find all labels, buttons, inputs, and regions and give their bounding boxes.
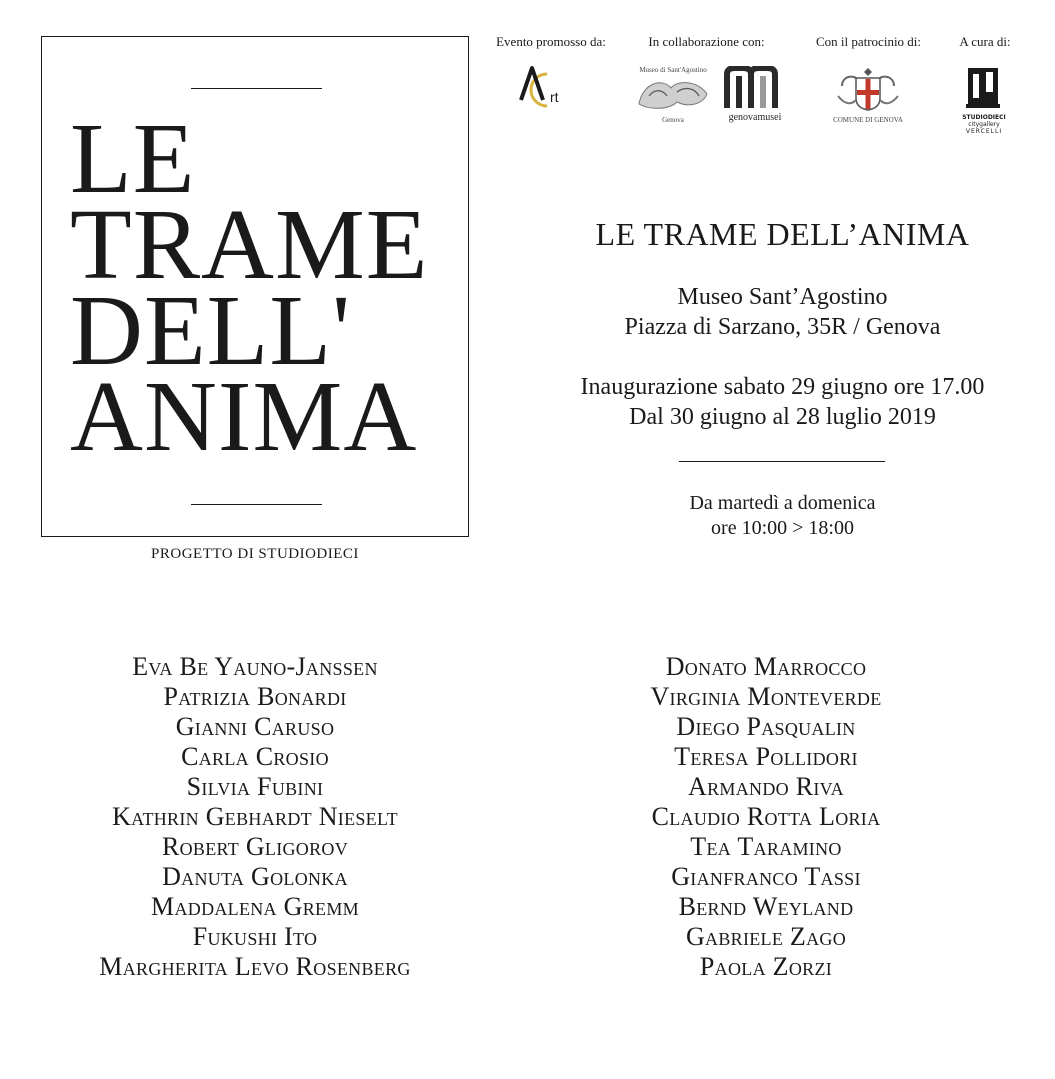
artist-name: Donato Marrocco bbox=[665, 652, 867, 681]
sponsor-heading: A cura di: bbox=[959, 34, 1011, 49]
poster-title bbox=[70, 102, 429, 472]
dates-block bbox=[540, 372, 1025, 432]
artist-name: Bernd Weyland bbox=[678, 892, 854, 921]
opening-days: Da martedì a domenica bbox=[689, 492, 876, 514]
poster-title-line: TRAME bbox=[70, 188, 429, 300]
studiodieci-logo-icon bbox=[962, 64, 1006, 138]
logo-caption: citygallery bbox=[968, 121, 1000, 128]
artist-name: Maddalena Gremm bbox=[151, 892, 359, 921]
genova-coat-of-arms-icon bbox=[828, 66, 908, 122]
museo-sant-agostino-logo-icon bbox=[633, 66, 713, 122]
artist-name: Patrizia Bonardi bbox=[163, 682, 347, 711]
venue-name: Museo Sant’Agostino bbox=[677, 284, 888, 310]
artist-name: Carla Crosio bbox=[181, 742, 329, 771]
artist-name: Virginia Monteverde bbox=[650, 682, 882, 711]
sponsor-patronage bbox=[806, 34, 931, 50]
logo-caption: genovamusei bbox=[728, 112, 782, 123]
artist-name: Diego Pasqualin bbox=[676, 712, 856, 741]
artist-name: Danuta Golonka bbox=[162, 862, 348, 891]
artist-list-left bbox=[40, 652, 470, 982]
artist-name: Teresa Pollidori bbox=[674, 742, 858, 771]
sponsor-heading: Evento promosso da: bbox=[496, 34, 606, 49]
artist-name: Paola Zorzi bbox=[699, 952, 833, 981]
artist-name: Gianni Caruso bbox=[175, 712, 335, 741]
poster-title-line: DELL' bbox=[70, 274, 352, 386]
opening-date: Inaugurazione sabato 29 giugno ore 17.00 bbox=[580, 374, 985, 400]
run-dates: Dal 30 giugno al 28 luglio 2019 bbox=[629, 404, 936, 430]
venue-address: Piazza di Sarzano, 35R / Genova bbox=[624, 314, 941, 340]
logo-caption: Museo di Sant'Agostino bbox=[639, 66, 707, 74]
art-logo-icon bbox=[517, 64, 569, 112]
artist-name: Claudio Rotta Loria bbox=[651, 802, 881, 831]
event-title: LE TRAME DELL’ANIMA bbox=[595, 216, 970, 252]
opening-hours: ore 10:00 > 18:00 bbox=[711, 517, 854, 539]
genovamusei-logo-icon bbox=[721, 66, 789, 122]
artist-name: Silvia Fubini bbox=[186, 772, 324, 801]
sponsor-promoted-by bbox=[486, 34, 616, 50]
logo-caption: VERCELLI bbox=[965, 128, 1003, 135]
artist-name: Eva Be Yauno-Janssen bbox=[132, 652, 378, 681]
poster-title-box bbox=[41, 36, 469, 537]
hours-block bbox=[540, 491, 1025, 541]
venue-block bbox=[540, 282, 1025, 342]
logo-caption: Genova bbox=[662, 116, 684, 124]
artist-name: Gabriele Zago bbox=[685, 922, 847, 951]
artist-name: Margherita Levo Rosenberg bbox=[99, 952, 411, 981]
svg-text:rt: rt bbox=[550, 89, 559, 105]
poster-title-line: ANIMA bbox=[70, 360, 418, 472]
title-bottom-rule bbox=[191, 504, 322, 505]
artist-name: Gianfranco Tassi bbox=[671, 862, 861, 891]
artist-name: Armando Riva bbox=[688, 772, 844, 801]
logo-caption: COMUNE DI GENOVA bbox=[833, 116, 903, 124]
sponsor-curated-by bbox=[950, 34, 1020, 50]
logo-caption: STUDIODIECI bbox=[962, 114, 1006, 121]
project-credit: PROGETTO DI STUDIODIECI bbox=[151, 546, 359, 562]
artist-name: Tea Taramino bbox=[690, 832, 842, 861]
poster-title-line: LE bbox=[70, 102, 196, 214]
sponsor-heading: Con il patrocinio di: bbox=[815, 34, 922, 49]
artist-name: Robert Gligorov bbox=[161, 832, 349, 861]
sponsor-heading: In collaborazione con: bbox=[648, 34, 765, 49]
info-divider bbox=[679, 461, 885, 462]
sponsor-collaboration bbox=[634, 34, 779, 50]
artist-name: Fukushi Ito bbox=[192, 922, 318, 951]
artist-name: Kathrin Gebhardt Nieselt bbox=[112, 802, 398, 831]
artist-list-right bbox=[550, 652, 982, 982]
title-top-rule bbox=[191, 88, 322, 89]
